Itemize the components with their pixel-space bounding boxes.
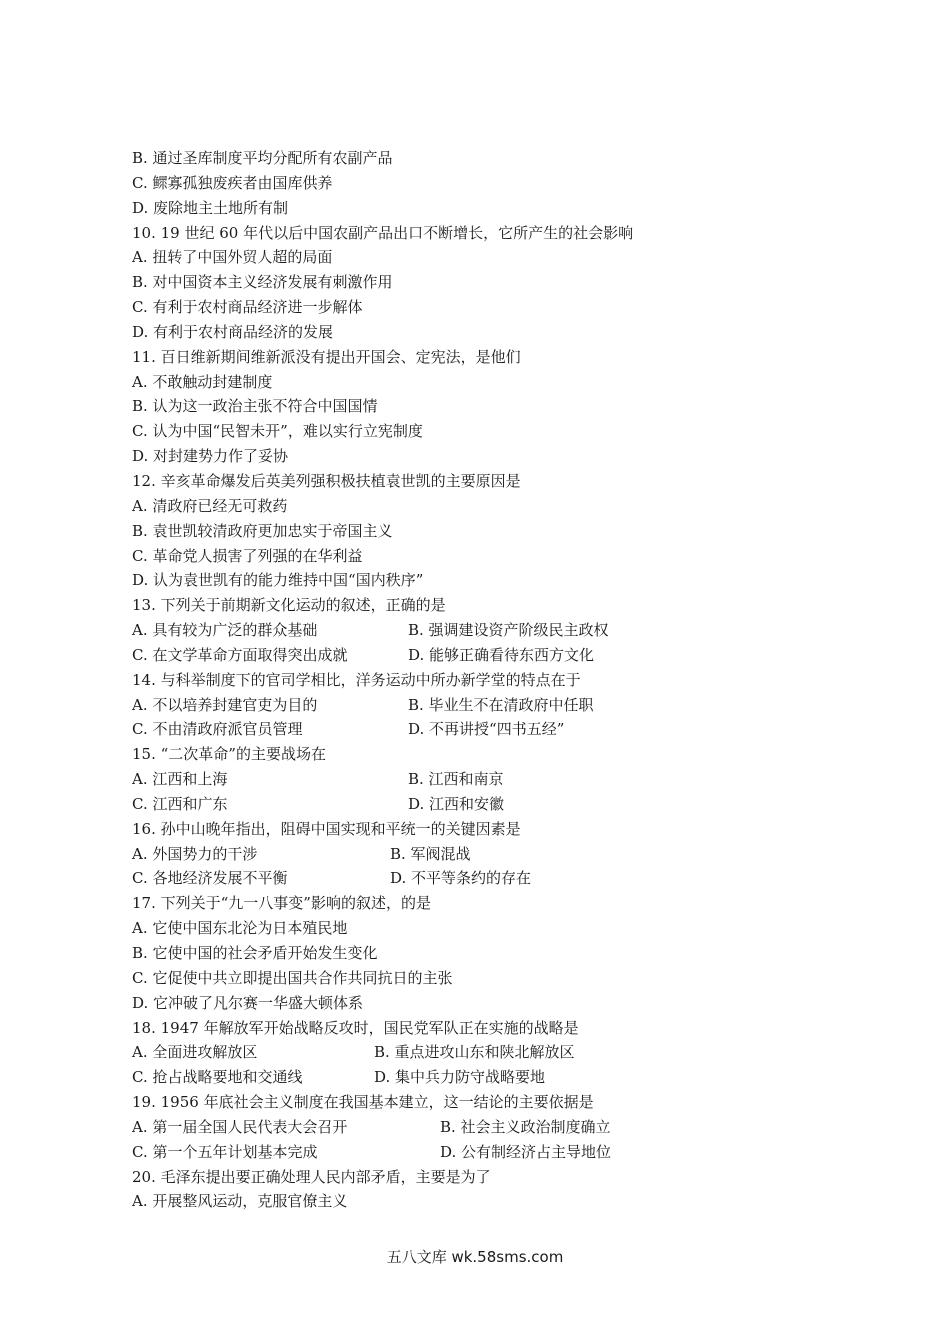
option-line: B. 通过圣库制度平均分配所有农副产品 (132, 149, 393, 167)
option-row (132, 842, 832, 867)
option-row (132, 618, 832, 643)
option-row (132, 1040, 832, 1065)
option-d: D. 江西和安徽 (408, 794, 505, 813)
question-stem: 10. 19 世纪 60 年代以后中国农副产品出口不断增长，它所产生的社会影响 (132, 223, 634, 242)
option-d: D. 不再讲授“四书五经” (408, 720, 565, 739)
option-c: C. 各地经济发展不平衡 (132, 869, 288, 888)
option-row (132, 1115, 832, 1140)
option-line: D. 对封建势力作了妥协 (132, 447, 289, 466)
question-stem: 11. 百日维新期间维新派没有提出开国会、定宪法，是他们 (132, 347, 521, 366)
option-line: D. 认为袁世凯有的能力维持中国“国内秩序” (132, 571, 424, 590)
option-a: A. 江西和上海 (132, 770, 228, 789)
option-d: D. 集中兵力防守战略要地 (374, 1068, 546, 1087)
question-stem: 18. 1947 年解放军开始战略反攻时，国民党军队正在实施的战略是 (132, 1018, 579, 1037)
option-a: A. 不以培养封建官吏为目的 (132, 695, 318, 714)
option-c: C. 不由清政府派官员管理 (132, 720, 303, 739)
option-line: B. 对中国资本主义经济发展有刺激作用 (132, 273, 393, 292)
option-row (132, 693, 832, 718)
option-row (132, 767, 832, 792)
option-line: C. 鳏寡孤独废疾者由国库供养 (132, 173, 333, 192)
option-row (132, 866, 832, 891)
option-line: B. 认为这一政治主张不符合中国国情 (132, 397, 378, 416)
option-d: D. 不平等条约的存在 (390, 869, 532, 888)
option-b: B. 毕业生不在清政府中任职 (408, 695, 594, 714)
option-line: C. 有利于农村商品经济进一步解体 (132, 298, 363, 317)
option-line: A. 它使中国东北沦为日本殖民地 (132, 919, 348, 938)
option-row (132, 1065, 832, 1090)
option-a: A. 全面进攻解放区 (132, 1043, 258, 1062)
option-row (132, 643, 832, 668)
option-line: A. 开展整风运动，克服官僚主义 (132, 1192, 348, 1211)
option-b: B. 军阀混战 (390, 844, 471, 863)
question-stem: 15. “二次革命”的主要战场在 (132, 745, 326, 764)
option-line: C. 它促使中共立即提出国共合作共同抗日的主张 (132, 968, 453, 987)
option-c: C. 第一个五年计划基本完成 (132, 1142, 318, 1161)
option-b: B. 社会主义政治制度确立 (440, 1117, 611, 1136)
question-stem: 20. 毛泽东提出要正确处理人民内部矛盾，主要是为了 (132, 1167, 491, 1186)
option-row (132, 792, 832, 817)
question-stem: 12. 辛亥革命爆发后英美列强积极扶植袁世凯的主要原因是 (132, 471, 521, 490)
option-c: C. 抢占战略要地和交通线 (132, 1068, 303, 1087)
option-line: B. 袁世凯较清政府更加忠实于帝国主义 (132, 521, 393, 540)
option-row (132, 717, 832, 742)
question-stem: 17. 下列关于“九一八事变”影响的叙述，的是 (132, 894, 431, 913)
option-c: C. 在文学革命方面取得突出成就 (132, 645, 348, 664)
option-b: B. 江西和南京 (408, 770, 504, 789)
option-line: D. 有利于农村商品经济的发展 (132, 322, 334, 341)
question-stem: 16. 孙中山晚年指出，阻碍中国实现和平统一的关键因素是 (132, 819, 521, 838)
option-c: C. 江西和广东 (132, 794, 228, 813)
option-line: D. 废除地主土地所有制 (132, 198, 289, 217)
option-row (132, 1140, 832, 1165)
option-a: A. 外国势力的干涉 (132, 844, 258, 863)
option-line: A. 清政府已经无可救药 (132, 496, 288, 515)
option-a: A. 第一届全国人民代表大会召开 (132, 1117, 348, 1136)
option-b: B. 重点进攻山东和陕北解放区 (374, 1043, 575, 1062)
option-line: B. 它使中国的社会矛盾开始发生变化 (132, 944, 378, 962)
question-content (132, 146, 832, 1214)
option-line: D. 它冲破了凡尔赛一华盛大顿体系 (132, 993, 364, 1012)
option-b: B. 强调建设资产阶级民主政权 (408, 621, 609, 640)
option-line: A. 扭转了中国外贸人超的局面 (132, 248, 333, 267)
option-line: C. 革命党人损害了列强的在华利益 (132, 546, 363, 565)
question-stem: 19. 1956 年底社会主义制度在我国基本建立，这一结论的主要依据是 (132, 1093, 594, 1112)
option-line: A. 不敢触动封建制度 (132, 372, 273, 391)
option-a: A. 具有较为广泛的群众基础 (132, 621, 318, 640)
question-stem: 14. 与科举制度下的官司学相比，洋务运动中所办新学堂的特点在于 (132, 670, 581, 689)
option-d: D. 公有制经济占主导地位 (440, 1142, 612, 1161)
option-d: D. 能够正确看待东西方文化 (408, 645, 595, 664)
option-line: C. 认为中国“民智未开”，难以实行立宪制度 (132, 422, 423, 441)
footer-watermark: 五八文库 wk.58sms.com (386, 1248, 564, 1266)
question-stem: 13. 下列关于前期新文化运动的叙述，正确的是 (132, 596, 446, 615)
